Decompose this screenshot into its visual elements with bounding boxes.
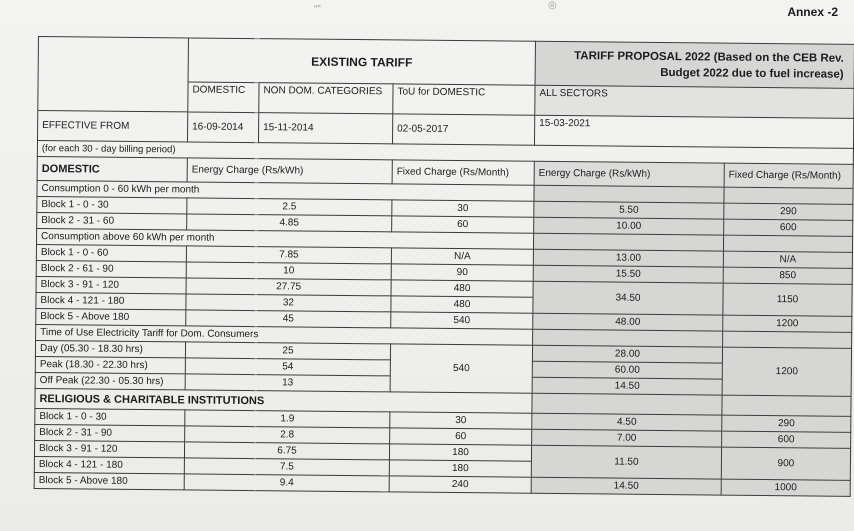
proposal-fixed-charge: 1000 xyxy=(721,479,850,496)
energy-charge: 7.5 xyxy=(184,458,389,476)
block-label: Block 1 - 0 - 30 xyxy=(35,408,185,425)
blank-cell xyxy=(532,393,722,415)
proposal-energy-charge: 28.00 xyxy=(532,345,722,363)
section-title: Consumption 0 - 60 kWh per month xyxy=(37,180,534,201)
block-label: Block 4 - 121 - 180 xyxy=(36,292,186,309)
fixed-charge-header: Fixed Charge (Rs/Month) xyxy=(392,160,534,185)
proposal-fixed-charge: 1150 xyxy=(723,283,852,316)
scan-mark-icon: “” xyxy=(314,4,321,15)
fixed-charge: 60 xyxy=(392,216,534,233)
billing-period-note: (for each 30 - day billing period) xyxy=(37,140,853,164)
energy-charge: 54 xyxy=(185,358,390,376)
blank-cell xyxy=(533,329,723,347)
fixed-charge: 60 xyxy=(390,428,532,445)
energy-charge: 7.85 xyxy=(186,246,391,264)
block-label: Block 5 - Above 180 xyxy=(36,308,186,325)
period-label: Off Peak (22.30 - 05.30 hrs) xyxy=(35,372,185,389)
blank-cell xyxy=(724,187,853,204)
col-tou: ToU for DOMESTIC xyxy=(393,84,535,115)
period-label: Peak (18.30 - 22.30 hrs) xyxy=(35,356,185,373)
domestic-heading: DOMESTIC xyxy=(37,156,187,181)
proposal-fixed-charge: 290 xyxy=(722,415,851,432)
energy-charge: 2.8 xyxy=(185,426,390,444)
proposal-fixed-charge: N/A xyxy=(723,251,852,268)
section-title: Consumption above 60 kWh per month xyxy=(36,228,533,249)
col-domestic: DOMESTIC xyxy=(188,82,259,113)
tariff-sheet xyxy=(33,36,854,531)
proposal-fixed-charge: 900 xyxy=(721,447,850,480)
tariff-table xyxy=(34,36,854,497)
proposal-energy-charge: 11.50 xyxy=(531,445,721,479)
block-label: Block 3 - 91 - 120 xyxy=(36,276,186,293)
proposal-fixed-charge: 850 xyxy=(723,267,852,284)
proposal-energy-charge: 13.00 xyxy=(533,249,723,267)
block-label: Block 1 - 0 - 30 xyxy=(37,196,187,213)
col-non-dom: NON DOM. CATEGORIES xyxy=(259,83,393,114)
proposal-energy-charge: 34.50 xyxy=(533,281,723,315)
date-non-dom: 15-11-2014 xyxy=(258,113,392,144)
block-label: Block 1 - 0 - 60 xyxy=(36,244,186,261)
fixed-charge: 480 xyxy=(391,296,533,313)
energy-charge: 1.9 xyxy=(185,410,390,428)
energy-charge-header: Energy Charge (Rs/kWh) xyxy=(187,158,392,184)
energy-charge: 32 xyxy=(186,294,391,312)
fixed-charge: 90 xyxy=(391,264,533,281)
proposal-energy-charge: 10.00 xyxy=(534,217,724,235)
proposal-fixed-charge-header: Fixed Charge (Rs/Month) xyxy=(724,163,853,188)
block-label: Block 2 - 31 - 90 xyxy=(35,424,185,441)
proposal-energy-charge: 48.00 xyxy=(533,313,723,331)
scan-mark-icon: ◎ xyxy=(548,0,557,11)
blank-cell xyxy=(533,233,723,251)
header-blank xyxy=(38,37,189,112)
blank-cell xyxy=(534,185,724,203)
fixed-charge: 480 xyxy=(391,280,533,297)
blank-cell xyxy=(723,235,852,252)
proposal-energy-charge: 14.50 xyxy=(531,477,721,495)
proposal-heading: TARIFF PROPOSAL 2022 (Based on the CEB Rev. Budget 2022 due to fuel increase) xyxy=(535,41,854,88)
fixed-charge: 180 xyxy=(389,460,531,477)
proposal-fixed-charge: 1200 xyxy=(722,347,851,396)
existing-tariff-heading: EXISTING TARIFF xyxy=(188,38,535,85)
proposal-energy-charge: 15.50 xyxy=(533,265,723,283)
block-label: Block 2 - 61 - 90 xyxy=(36,260,186,277)
energy-charge: 25 xyxy=(185,342,390,360)
proposal-energy-charge: 5.50 xyxy=(534,201,724,219)
proposal-energy-charge: 7.00 xyxy=(532,429,722,447)
date-all-sectors: 15-03-2021 xyxy=(534,115,853,148)
effective-from-label: EFFECTIVE FROM xyxy=(37,111,187,142)
proposal-fixed-charge: 1200 xyxy=(723,315,852,332)
energy-charge: 45 xyxy=(186,310,391,328)
date-tou: 02-05-2017 xyxy=(392,114,534,145)
section-title: Time of Use Electricity Tariff for Dom. Consumers xyxy=(36,324,533,345)
blank-cell xyxy=(723,331,852,348)
energy-charge: 4.85 xyxy=(187,214,392,232)
fixed-charge: 240 xyxy=(389,476,531,493)
block-label: Block 3 - 91 - 120 xyxy=(34,440,184,457)
energy-charge: 27.75 xyxy=(186,278,391,296)
date-domestic: 16-09-2014 xyxy=(187,112,258,143)
col-all-sectors: ALL SECTORS xyxy=(535,85,854,118)
fixed-charge: 30 xyxy=(392,200,534,217)
fixed-charge: 180 xyxy=(389,444,531,461)
proposal-energy-charge-header: Energy Charge (Rs/kWh) xyxy=(534,161,724,187)
proposal-fixed-charge: 290 xyxy=(724,203,853,220)
fixed-charge: 540 xyxy=(391,312,533,329)
energy-charge: 10 xyxy=(186,262,391,280)
fixed-charge: N/A xyxy=(391,248,533,265)
annex-label: Annex -2 xyxy=(787,5,838,19)
proposal-energy-charge: 4.50 xyxy=(532,413,722,431)
block-label: Block 4 - 121 - 180 xyxy=(34,456,184,473)
fixed-charge: 30 xyxy=(390,412,532,429)
energy-charge: 13 xyxy=(185,374,390,392)
energy-charge: 9.4 xyxy=(184,474,389,492)
proposal-energy-charge: 14.50 xyxy=(532,377,722,395)
period-label: Day (05.30 - 18.30 hrs) xyxy=(35,340,185,357)
proposal-energy-charge: 60.00 xyxy=(532,361,722,379)
block-label: Block 5 - Above 180 xyxy=(34,472,184,489)
proposal-fixed-charge: 600 xyxy=(722,431,851,448)
blank-cell xyxy=(722,395,851,416)
fixed-charge: 540 xyxy=(390,344,532,393)
energy-charge: 2.5 xyxy=(187,198,392,216)
block-label: Block 2 - 31 - 60 xyxy=(37,212,187,229)
proposal-fixed-charge: 600 xyxy=(724,219,853,236)
section-title: RELIGIOUS & CHARITABLE INSTITUTIONS xyxy=(35,388,532,413)
energy-charge: 6.75 xyxy=(184,442,389,460)
